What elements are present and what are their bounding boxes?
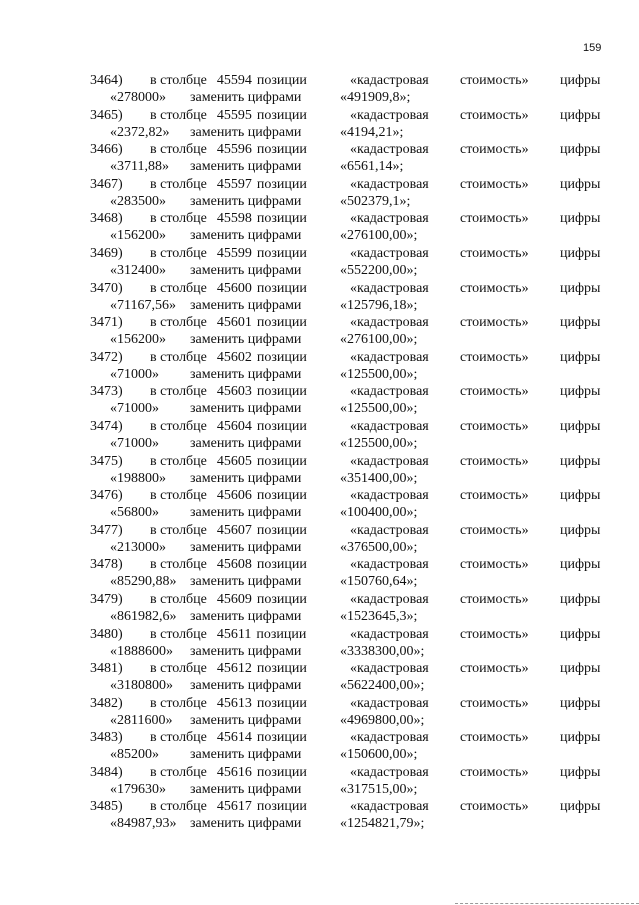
replace-label: заменить цифрами [190,401,302,417]
old-value: «85290,88» [110,574,177,590]
column-number: 45608 [216,557,252,573]
cost-label: стоимость» [460,349,529,365]
in-column-label: в столбце [150,453,207,469]
item-number: 3478) [90,557,123,573]
column-number: 45601 [216,315,252,331]
position-label: позиции [256,142,307,158]
cadastral-label: «кадастровая [350,488,429,504]
cost-label: стоимость» [460,799,529,815]
digits-label: цифры [560,695,601,711]
replace-label: заменить цифрами [190,539,302,555]
replace-label: заменить цифрами [190,505,302,521]
replace-label: заменить цифрами [190,90,302,105]
old-value: «179630» [110,781,166,797]
item-number: 3482) [90,695,123,711]
cadastral-label: «кадастровая [350,315,429,331]
position-label: позиции [256,522,307,538]
column-number: 45594 [216,73,252,88]
new-value: «3338300,00»; [340,643,425,659]
cadastral-label: «кадастровая [350,73,429,88]
digits-label: цифры [560,176,601,192]
amendment-item [0,349,639,384]
amendment-item [0,314,639,349]
position-label: позиции [256,626,307,642]
digits-label: цифры [560,488,601,504]
position-label: позиции [256,730,307,746]
position-label: позиции [256,384,307,400]
digits-label: цифры [560,211,601,227]
old-value: «1888600» [110,643,173,659]
column-phrase [150,107,307,124]
item-number: 3465) [90,107,123,123]
amendment-item [0,210,639,245]
new-value: «125500,00»; [340,401,418,417]
cadastral-label: «кадастровая [350,522,429,538]
in-column-label: в столбце [150,176,207,192]
amendment-item [0,280,639,315]
column-phrase [150,210,307,227]
cadastral-label: «кадастровая [350,557,429,573]
in-column-label: в столбце [150,315,207,331]
cost-label: стоимость» [460,730,529,746]
new-value: «150600,00»; [340,747,418,763]
position-label: позиции [256,453,307,469]
position-label: позиции [256,695,307,711]
cost-label: стоимость» [460,695,529,711]
position-label: позиции [256,349,307,365]
column-number: 45602 [216,349,252,365]
position-label: позиции [256,557,307,573]
new-value: «150760,64»; [340,574,418,590]
old-value: «2811600» [110,712,173,728]
digits-label: цифры [560,522,601,538]
cost-label: стоимость» [460,245,529,261]
column-number: 45607 [216,522,252,538]
item-number: 3468) [90,211,123,227]
column-number: 45609 [216,591,252,607]
cadastral-label: «кадастровая [350,695,429,711]
column-phrase [150,314,307,331]
position-label: позиции [256,211,307,227]
column-phrase [150,141,307,158]
replace-label: заменить цифрами [190,297,302,313]
replace-label: заменить цифрами [190,159,302,175]
replace-label: заменить цифрами [190,124,302,140]
cadastral-label: «кадастровая [350,626,429,642]
cadastral-label: «кадастровая [350,384,429,400]
digits-label: цифры [560,315,601,331]
column-phrase [150,695,307,712]
old-value: «2372,82» [110,124,170,140]
item-number: 3464) [90,73,123,88]
in-column-label: в столбце [150,107,207,123]
cost-label: стоимость» [460,73,529,88]
cadastral-label: «кадастровая [350,176,429,192]
digits-label: цифры [560,142,601,158]
new-value: «276100,00»; [340,332,418,348]
amendment-list [0,72,639,833]
digits-label: цифры [560,73,601,88]
column-phrase [150,556,307,573]
item-number: 3473) [90,384,123,400]
position-label: позиции [256,488,307,504]
in-column-label: в столбце [150,418,207,434]
cadastral-label: «кадастровая [350,591,429,607]
new-value: «5622400,00»; [340,678,425,694]
old-value: «156200» [110,332,166,348]
replace-label: заменить цифрами [190,262,302,278]
cost-label: стоимость» [460,418,529,434]
in-column-label: в столбце [150,488,207,504]
new-value: «4194,21»; [340,124,404,140]
amendment-item [0,107,639,142]
old-value: «861982,6» [110,608,177,624]
in-column-label: в столбце [150,73,207,88]
old-value: «278000» [110,90,166,105]
column-number: 45616 [216,764,252,780]
column-number: 45605 [216,453,252,469]
in-column-label: в столбце [150,661,207,677]
column-number: 45612 [216,661,252,677]
amendment-item [0,522,639,557]
in-column-label: в столбце [150,522,207,538]
column-number: 45614 [216,730,252,746]
old-value: «71000» [110,435,159,451]
cost-label: стоимость» [460,453,529,469]
in-column-label: в столбце [150,245,207,261]
cadastral-label: «кадастровая [350,211,429,227]
item-number: 3479) [90,591,123,607]
amendment-item [0,798,639,833]
cost-label: стоимость» [460,661,529,677]
new-value: «552200,00»; [340,262,418,278]
cadastral-label: «кадастровая [350,453,429,469]
in-column-label: в столбце [150,142,207,158]
column-phrase [150,418,307,435]
column-phrase [150,176,307,193]
in-column-label: в столбце [150,626,207,642]
digits-label: цифры [560,799,601,815]
amendment-item [0,383,639,418]
cost-label: стоимость» [460,522,529,538]
item-number: 3469) [90,245,123,261]
cadastral-label: «кадастровая [350,799,429,815]
new-value: «125500,00»; [340,435,418,451]
item-number: 3481) [90,661,123,677]
replace-label: заменить цифрами [190,470,302,486]
replace-label: заменить цифрами [190,643,302,659]
cost-label: стоимость» [460,176,529,192]
column-phrase [150,349,307,366]
cost-label: стоимость» [460,591,529,607]
cost-label: стоимость» [460,211,529,227]
column-phrase [150,591,307,608]
column-phrase [150,453,307,470]
page-number: 159 [583,42,602,54]
column-number: 45603 [216,384,252,400]
replace-label: заменить цифрами [190,193,302,209]
cost-label: стоимость» [460,107,529,123]
in-column-label: в столбце [150,591,207,607]
cadastral-label: «кадастровая [350,730,429,746]
column-number: 45617 [216,799,252,815]
cost-label: стоимость» [460,764,529,780]
in-column-label: в столбце [150,211,207,227]
column-phrase [150,280,307,297]
replace-label: заменить цифрами [190,366,302,382]
position-label: позиции [256,799,307,815]
new-value: «125796,18»; [340,297,418,313]
column-phrase [150,626,306,643]
amendment-item [0,764,639,799]
new-value: «4969800,00»; [340,712,425,728]
new-value: «276100,00»; [340,228,418,244]
in-column-label: в столбце [150,280,207,296]
position-label: позиции [256,280,307,296]
new-value: «100400,00»; [340,505,418,521]
cost-label: стоимость» [460,384,529,400]
digits-label: цифры [560,280,601,296]
position-label: позиции [256,73,307,88]
cost-label: стоимость» [460,488,529,504]
column-number: 45599 [216,245,252,261]
old-value: «56800» [110,505,159,521]
amendment-item [0,626,639,661]
cost-label: стоимость» [460,280,529,296]
column-phrase [150,383,307,400]
old-value: «85200» [110,747,159,763]
replace-label: заменить цифрами [190,574,302,590]
digits-label: цифры [560,349,601,365]
item-number: 3472) [90,349,123,365]
digits-label: цифры [560,418,601,434]
column-phrase [150,660,307,677]
replace-label: заменить цифрами [190,228,302,244]
old-value: «71000» [110,401,159,417]
amendment-item [0,141,639,176]
new-value: «1254821,79»; [340,816,425,832]
in-column-label: в столбце [150,695,207,711]
replace-label: заменить цифрами [190,747,302,763]
position-label: позиции [256,661,307,677]
in-column-label: в столбце [150,557,207,573]
cadastral-label: «кадастровая [350,107,429,123]
replace-label: заменить цифрами [190,332,302,348]
replace-label: заменить цифрами [190,678,302,694]
amendment-item [0,556,639,591]
cadastral-label: «кадастровая [350,764,429,780]
replace-label: заменить цифрами [190,608,302,624]
amendment-item [0,453,639,488]
old-value: «71167,56» [110,297,176,313]
in-column-label: в столбце [150,764,207,780]
position-label: позиции [256,176,307,192]
old-value: «283500» [110,193,166,209]
digits-label: цифры [560,764,601,780]
position-label: позиции [256,107,307,123]
item-number: 3476) [90,488,123,504]
cost-label: стоимость» [460,557,529,573]
cadastral-label: «кадастровая [350,349,429,365]
digits-label: цифры [560,591,601,607]
old-value: «71000» [110,366,159,382]
column-number: 45595 [216,107,252,123]
amendment-item [0,418,639,453]
item-number: 3474) [90,418,123,434]
old-value: «312400» [110,262,166,278]
column-phrase [150,764,307,781]
item-number: 3470) [90,280,123,296]
cost-label: стоимость» [460,142,529,158]
position-label: позиции [256,764,307,780]
item-number: 3480) [90,626,123,642]
digits-label: цифры [560,384,601,400]
amendment-item [0,72,639,107]
new-value: «125500,00»; [340,366,418,382]
position-label: позиции [256,591,307,607]
cadastral-label: «кадастровая [350,418,429,434]
replace-label: заменить цифрами [190,816,302,832]
old-value: «213000» [110,539,166,555]
position-label: позиции [256,418,307,434]
replace-label: заменить цифрами [190,712,302,728]
column-number: 45613 [216,695,252,711]
digits-label: цифры [560,626,601,642]
cadastral-label: «кадастровая [350,280,429,296]
amendment-item [0,660,639,695]
amendment-item [0,729,639,764]
cadastral-label: «кадастровая [350,245,429,261]
column-number: 45600 [216,280,252,296]
amendment-item [0,695,639,730]
column-phrase [150,798,307,815]
position-label: позиции [256,315,307,331]
position-label: позиции [256,245,307,261]
old-value: «84987,93» [110,816,177,832]
amendment-item [0,591,639,626]
in-column-label: в столбце [150,730,207,746]
item-number: 3484) [90,764,123,780]
item-number: 3483) [90,730,123,746]
old-value: «198800» [110,470,166,486]
item-number: 3475) [90,453,123,469]
new-value: «317515,00»; [340,781,418,797]
cadastral-label: «кадастровая [350,661,429,677]
digits-label: цифры [560,107,601,123]
column-number: 45598 [216,211,252,227]
new-value: «502379,1»; [340,193,411,209]
column-phrase [150,245,307,262]
new-value: «376500,00»; [340,539,418,555]
column-phrase [150,487,307,504]
amendment-item [0,176,639,211]
column-number: 45597 [216,176,252,192]
new-value: «6561,14»; [340,159,404,175]
column-number: 45611 [216,626,252,642]
old-value: «3180800» [110,678,173,694]
in-column-label: в столбце [150,349,207,365]
digits-label: цифры [560,730,601,746]
new-value: «491909,8»; [340,90,411,105]
column-phrase [150,72,307,89]
digits-label: цифры [560,661,601,677]
cost-label: стоимость» [460,315,529,331]
item-number: 3477) [90,522,123,538]
new-value: «1523645,3»; [340,608,418,624]
amendment-item [0,487,639,522]
item-number: 3466) [90,142,123,158]
digits-label: цифры [560,245,601,261]
column-phrase [150,522,307,539]
digits-label: цифры [560,557,601,573]
item-number: 3471) [90,315,123,331]
old-value: «156200» [110,228,166,244]
new-value: «351400,00»; [340,470,418,486]
column-phrase [150,729,307,746]
column-number: 45606 [216,488,252,504]
item-number: 3467) [90,176,123,192]
cadastral-label: «кадастровая [350,142,429,158]
amendment-item [0,245,639,280]
replace-label: заменить цифрами [190,781,302,797]
item-number: 3485) [90,799,123,815]
old-value: «3711,88» [110,159,169,175]
digits-label: цифры [560,453,601,469]
in-column-label: в столбце [150,384,207,400]
cost-label: стоимость» [460,626,529,642]
replace-label: заменить цифрами [190,435,302,451]
column-number: 45596 [216,142,252,158]
in-column-label: в столбце [150,799,207,815]
column-number: 45604 [216,418,252,434]
